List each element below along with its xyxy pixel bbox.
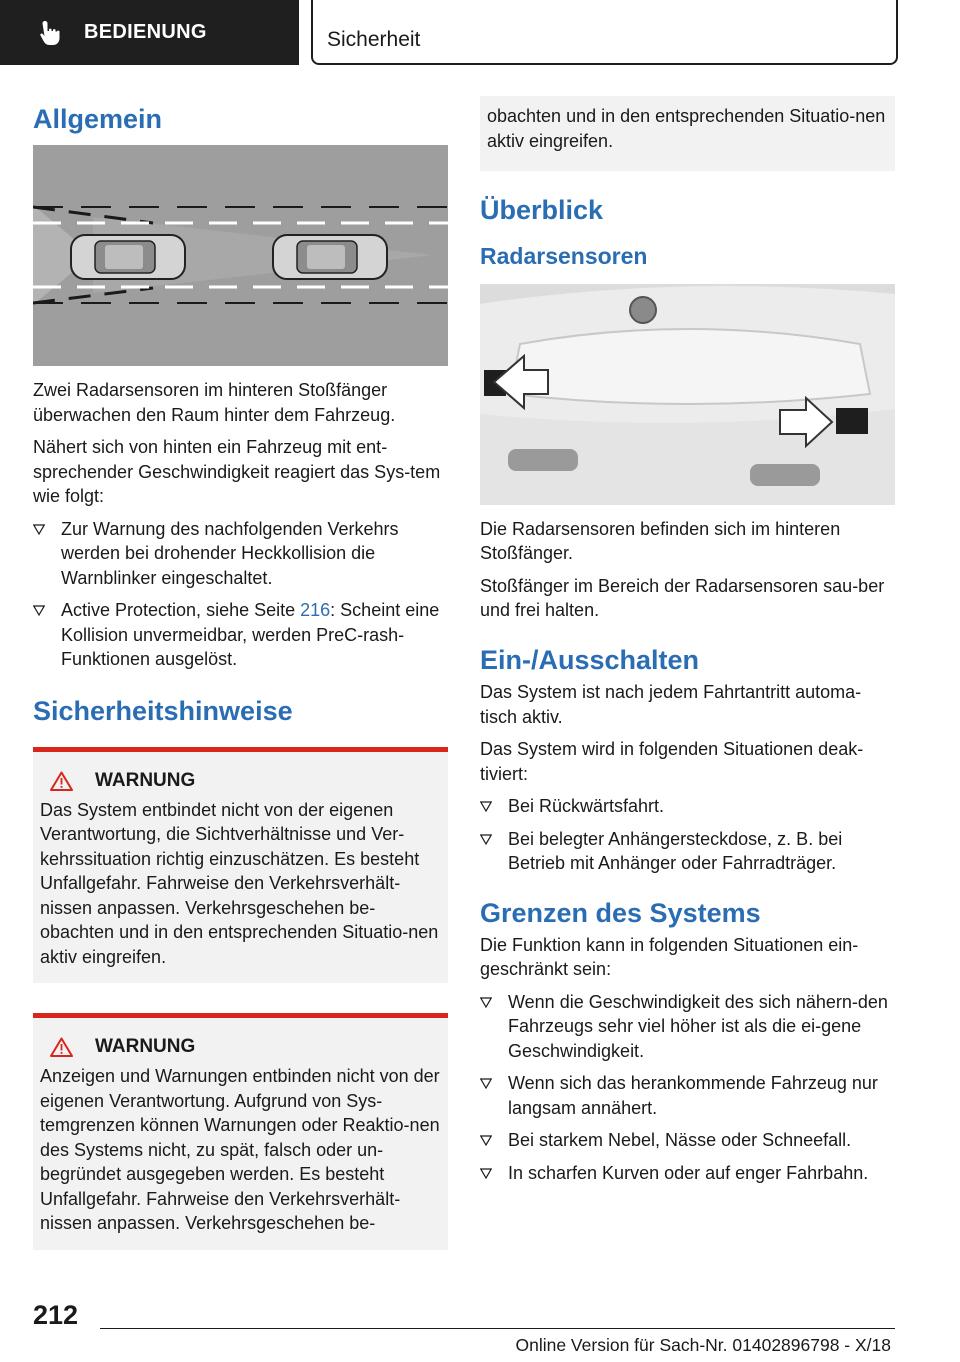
triangle-bullet-icon (480, 997, 492, 1008)
warning-text: Das System entbindet nicht von der eigenen Verantwortung, die Sichtverhältnisse und Ver-kehrssituation richtig einzuschätzen. Es besteht Unfallgefahr. Fahrweise den Verkehrsverhält-nissen anpassen. Verkehrsgeschehen be-obachten und in den entsprechenden Situatio-nen aktiv eingreifen. (40, 799, 439, 967)
triangle-bullet-icon (33, 524, 45, 535)
subheading-radarsensoren: Radarsensoren (480, 243, 648, 270)
right-column (480, 96, 895, 1185)
radar-text-2: Stoßfänger im Bereich der Radarsensoren sau-ber und frei halten. (480, 575, 885, 621)
ein-text-2: Das System wird in folgenden Situationen deak-tiviert: (480, 739, 864, 784)
grenzen-bullet-list (480, 990, 895, 1186)
list-item: Wenn sich das herankommende Fahrzeug nur langsam annähert. (480, 1071, 895, 1120)
heading-grenzen: Grenzen des Systems (480, 897, 761, 928)
warning-triangle-icon (50, 771, 73, 791)
list-item: Bei Rückwärtsfahrt. (480, 794, 895, 819)
warning-box-1 (33, 747, 448, 984)
car-front-icon (273, 235, 387, 279)
radar-text-1: Die Radarsensoren befinden sich im hinteren Stoßfänger. (480, 518, 841, 564)
triangle-bullet-icon (480, 1078, 492, 1089)
list-item: In scharfen Kurven oder auf enger Fahrbahn. (480, 1161, 895, 1186)
car-rear-icon (71, 235, 185, 279)
ein-text-1: Das System ist nach jedem Fahrtantritt automa-tisch aktiv. (480, 682, 862, 727)
warning-box-2 (33, 1013, 448, 1250)
approach-text: Nähert sich von hinten ein Fahrzeug mit ent-sprechender Geschwindigkeit reagiert das Sys-tem wie folgt: (33, 437, 441, 507)
traffic-illustration (33, 145, 448, 366)
intro-text: Zwei Radarsensoren im hinteren Stoßfänger überwachen den Raum hinter dem Fahrzeug. (33, 380, 396, 425)
warning-text-continued: obachten und in den entsprechenden Situatio-nen aktiv eingreifen. (487, 106, 886, 151)
triangle-bullet-icon (480, 834, 492, 845)
header-section-tab (0, 0, 299, 65)
bumper-sensor-photo (480, 284, 895, 505)
left-column (33, 96, 448, 1250)
heading-ueberblick: Überblick (480, 195, 604, 225)
warning-title: WARNUNG (95, 1036, 196, 1058)
warning-triangle-icon (50, 1037, 73, 1057)
page-number: 212 (33, 1300, 79, 1330)
header-chapter-label: Sicherheit (327, 28, 421, 51)
triangle-bullet-icon (33, 605, 45, 616)
heading-ein-ausschalten: Ein-/Ausschalten (480, 644, 700, 675)
list-item: Wenn die Geschwindigkeit des sich nähern-den Fahrzeugs sehr viel höher ist als die ei-gene Geschwindigkeit. (480, 990, 895, 1064)
left-bullet-list (33, 517, 448, 672)
ein-bullet-list (480, 794, 895, 876)
footer-divider (100, 1328, 895, 1329)
header-chapter-tab (311, 0, 898, 65)
triangle-bullet-icon (480, 1168, 492, 1179)
list-item: Bei belegter Anhängersteckdose, z. B. bei Betrieb mit Anhänger oder Fahrradträger. (480, 827, 895, 876)
hand-pointer-icon (38, 19, 64, 47)
triangle-bullet-icon (480, 801, 492, 812)
header-section-label: BEDIENUNG (84, 21, 207, 43)
heading-allgemein: Allgemein (33, 104, 163, 134)
list-item: Zur Warnung des nachfolgenden Verkehrs werden bei drohender Heckkollision die Warnblinker eingeschaltet. (33, 517, 448, 591)
heading-sicherheitshinweise: Sicherheitshinweise (33, 695, 293, 726)
triangle-bullet-icon (480, 1135, 492, 1146)
list-item: Bei starkem Nebel, Nässe oder Schneefall. (480, 1128, 895, 1153)
footer-online-version: Online Version für Sach-Nr. 01402896798 - X/18 (515, 1335, 891, 1355)
warning-title: WARNUNG (95, 769, 196, 791)
warning-box-2-continued (480, 96, 895, 171)
page-link-216[interactable]: 216 (300, 600, 331, 621)
list-item: Active Protection, siehe Seite 216: Scheint eine Kollision unvermeidbar, werden PreC-rash-Funktionen ausgelöst. (33, 598, 448, 672)
grenzen-text: Die Funktion kann in folgenden Situationen ein-geschränkt sein: (480, 934, 859, 980)
warning-text: Anzeigen und Warnungen entbinden nicht von der eigenen Verantwortung. Aufgrund von Sys-temgrenzen können Warnungen oder Reaktio-nen des Systems nicht, zu spät, falsch oder un-begründet ausgegeben werden. Es besteht Unfallgefahr. Fahrweise den Verkehrsverhält-nissen anpassen. Verkehrsgeschehen be- (40, 1066, 440, 1234)
